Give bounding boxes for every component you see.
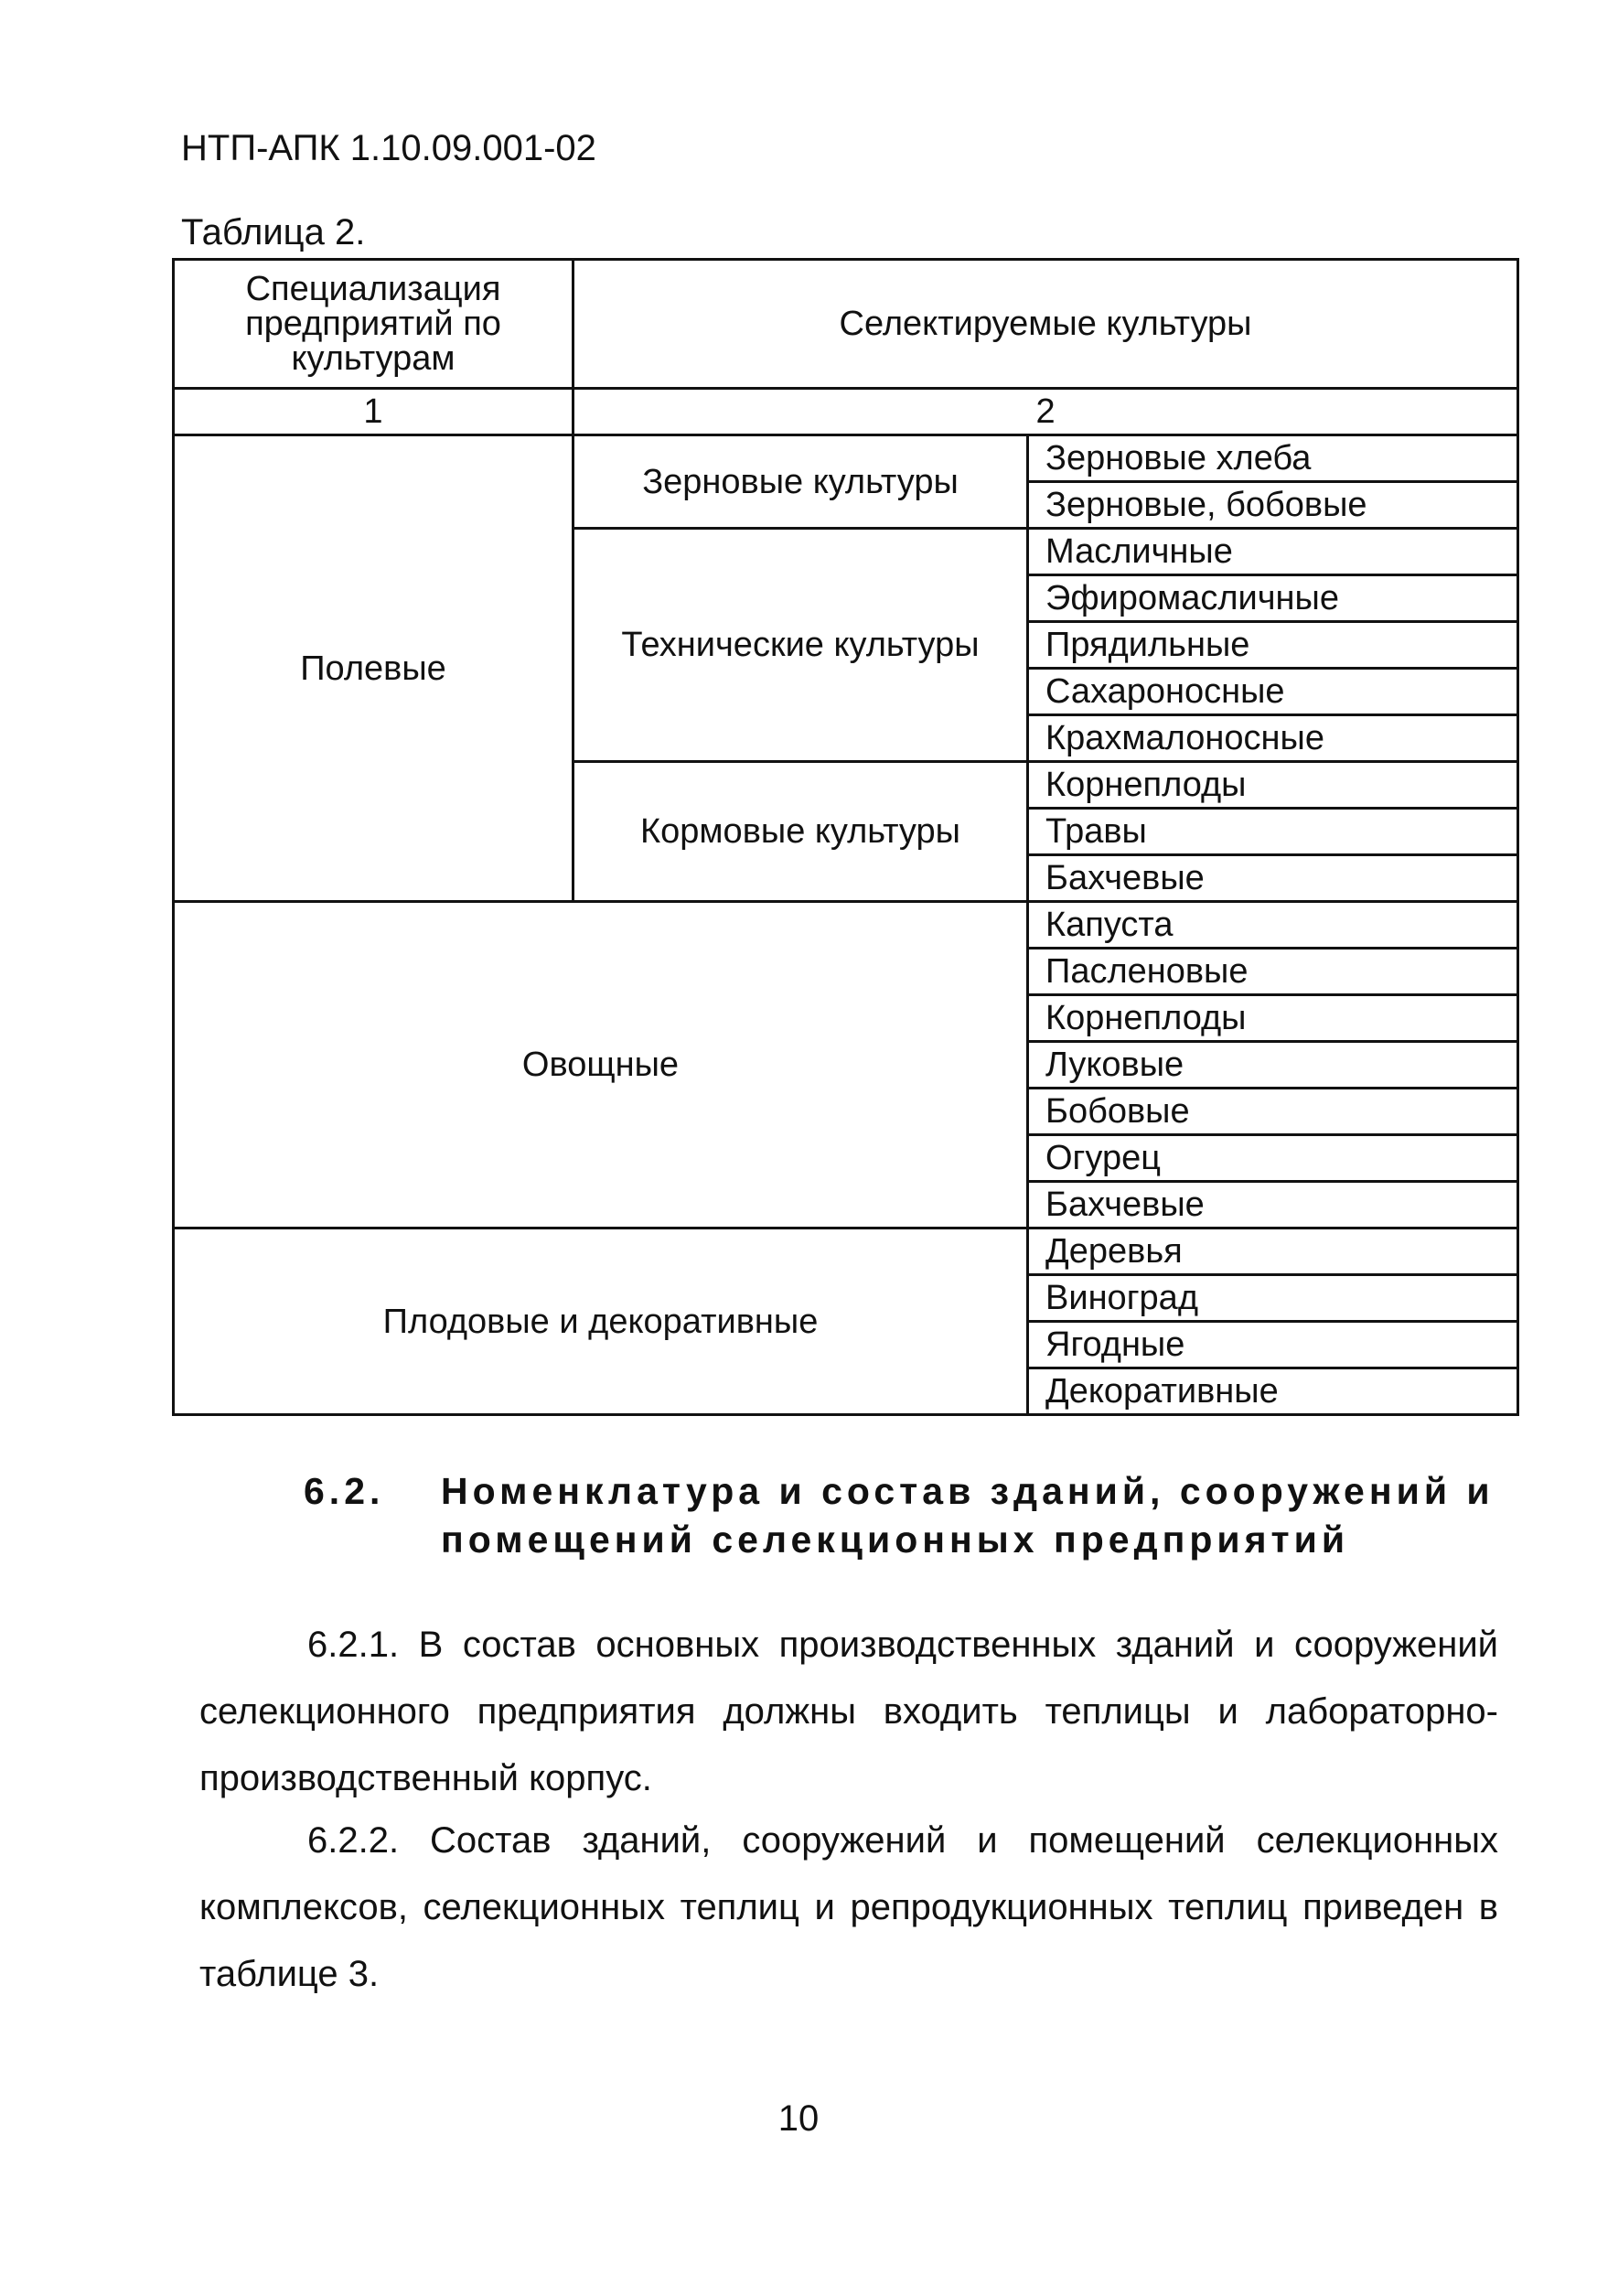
table-row [174, 902, 1518, 949]
page-number: 10 [777, 2098, 820, 2139]
crop-cell: Деревья [1028, 1228, 1518, 1275]
crop-cell: Луковые [1028, 1042, 1518, 1089]
crop-cell: Масличные [1028, 529, 1518, 575]
crop-cell: Зерновые, бобовые [1028, 482, 1518, 529]
document-code: НТП-АПК 1.10.09.001-02 [181, 128, 596, 168]
crop-cell: Бахчевые [1028, 1182, 1518, 1228]
crop-cell: Бахчевые [1028, 855, 1518, 902]
crop-cell: Виноград [1028, 1275, 1518, 1322]
section-title: Номенклатура и состав зданий, сооружений и помещений селекционных предприятий [441, 1470, 1495, 1561]
group-ovoshchnye: Овощные [174, 902, 1028, 1228]
crop-cell: Огурец [1028, 1135, 1518, 1182]
crop-cell: Прядильные [1028, 622, 1518, 669]
table-caption: Таблица 2. [181, 212, 366, 252]
crop-cell: Пасленовые [1028, 949, 1518, 995]
crop-cell: Сахароносные [1028, 669, 1518, 715]
paragraph-6-2-1: 6.2.1. В состав основных производственных зданий и сооружений селекционного предприятия должны входить теплицы и лабораторно-производственный корпус. [199, 1625, 1498, 1798]
crop-cell: Декоративные [1028, 1368, 1518, 1415]
paragraph-6-2-2: 6.2.2. Состав зданий, сооружений и помещений селекционных комплексов, селекционных теплиц и репродукционных теплиц приведен в таблице 3. [199, 1820, 1498, 1994]
crop-cell: Эфиромасличные [1028, 575, 1518, 622]
crop-cell: Крахмалоносные [1028, 715, 1518, 762]
col1-number: 1 [174, 389, 573, 435]
crop-cell: Капуста [1028, 902, 1518, 949]
col1-header: Специализация предприятий по культурам [174, 260, 573, 389]
crops-table [172, 258, 1519, 1416]
subgroup-zernovye: Зерновые культуры [573, 435, 1028, 529]
crop-cell: Зерновые хлеба [1028, 435, 1518, 482]
crop-cell: Корнеплоды [1028, 995, 1518, 1042]
group-polevye: Полевые [174, 435, 573, 902]
table-row [174, 1228, 1518, 1275]
table-row [174, 435, 1518, 482]
table-header-row [174, 260, 1518, 389]
subgroup-kormovye: Кормовые культуры [573, 762, 1028, 902]
subgroup-tekhnicheskie: Технические культуры [573, 529, 1028, 762]
group-plodovye: Плодовые и декоративные [174, 1228, 1028, 1415]
crop-cell: Ягодные [1028, 1322, 1518, 1368]
crop-cell: Корнеплоды [1028, 762, 1518, 809]
crop-cell: Бобовые [1028, 1089, 1518, 1135]
crop-cell: Травы [1028, 809, 1518, 855]
col2-header: Селектируемые культуры [573, 260, 1518, 389]
column-number-row [174, 389, 1518, 435]
col2-number: 2 [573, 389, 1518, 435]
section-number: 6.2. [304, 1470, 385, 1512]
